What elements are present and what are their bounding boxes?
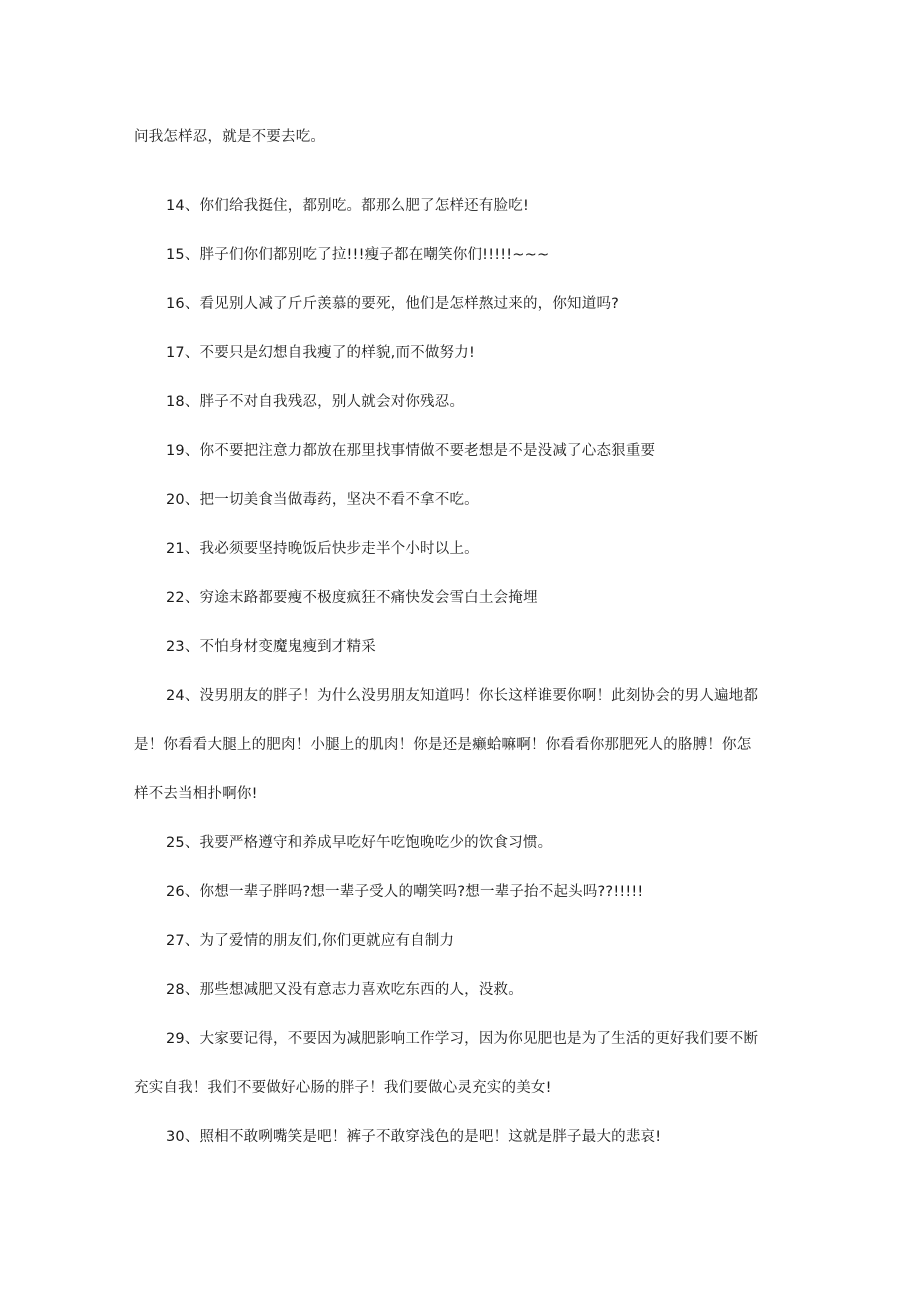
list-item-29-line-2: 充实自我！我们不要做好心肠的胖子！我们要做心灵充实的美女! bbox=[134, 1080, 552, 1096]
list-item-24-line-3: 样不去当相扑啊你! bbox=[134, 786, 258, 802]
list-item-23: 23、不怕身材变魔鬼瘦到才精采 bbox=[166, 639, 376, 655]
list-item-25: 25、我要严格遵守和养成早吃好午吃饱晚吃少的饮食习惯。 bbox=[166, 835, 553, 851]
list-item-14: 14、你们给我挺住，都别吃。都那么肥了怎样还有脸吃! bbox=[166, 198, 529, 214]
list-item-19: 19、你不要把注意力都放在那里找事情做不要老想是不是没减了心态狠重要 bbox=[166, 443, 656, 459]
list-item-20: 20、把一切美食当做毒药，坚决不看不拿不吃。 bbox=[166, 492, 479, 508]
list-item-24-line-2: 是！你看看大腿上的肥肉！小腿上的肌肉！你是还是癞蛤嘛啊！你看看你那肥死人的胳膊！你怎 bbox=[134, 737, 752, 753]
list-item-15: 15、胖子们你们都别吃了拉!!!瘦子都在嘲笑你们!!!!!~~~ bbox=[166, 247, 550, 263]
list-item-16: 16、看见别人减了斤斤羡慕的要死，他们是怎样熬过来的，你知道吗? bbox=[166, 296, 620, 312]
list-item-28: 28、那些想减肥又没有意志力喜欢吃东西的人，没救。 bbox=[166, 982, 523, 998]
list-item-17: 17、不要只是幻想自我瘦了的样貌,而不做努力! bbox=[166, 345, 475, 361]
list-item-21: 21、我必须要坚持晚饭后快步走半个小时以上。 bbox=[166, 541, 479, 557]
list-item-22: 22、穷途末路都要瘦不极度疯狂不痛快发会雪白土会掩埋 bbox=[166, 590, 538, 606]
opening-line: 问我怎样忍，就是不要去吃。 bbox=[134, 129, 326, 145]
list-item-26: 26、你想一辈子胖吗?想一辈子受人的嘲笑吗?想一辈子抬不起头吗??!!!!! bbox=[166, 884, 644, 900]
list-item-30: 30、照相不敢咧嘴笑是吧！裤子不敢穿浅色的是吧！这就是胖子最大的悲哀! bbox=[166, 1129, 662, 1145]
list-item-24-line-1: 24、没男朋友的胖子！为什么没男朋友知道吗！你长这样谁要你啊！此刻协会的男人遍地都 bbox=[166, 688, 759, 704]
list-item-18: 18、胖子不对自我残忍，别人就会对你残忍。 bbox=[166, 394, 465, 410]
list-item-29-line-1: 29、大家要记得，不要因为减肥影响工作学习，因为你见肥也是为了生活的更好我们要不断 bbox=[166, 1031, 759, 1047]
list-item-27: 27、为了爱情的朋友们,你们更就应有自制力 bbox=[166, 933, 455, 949]
